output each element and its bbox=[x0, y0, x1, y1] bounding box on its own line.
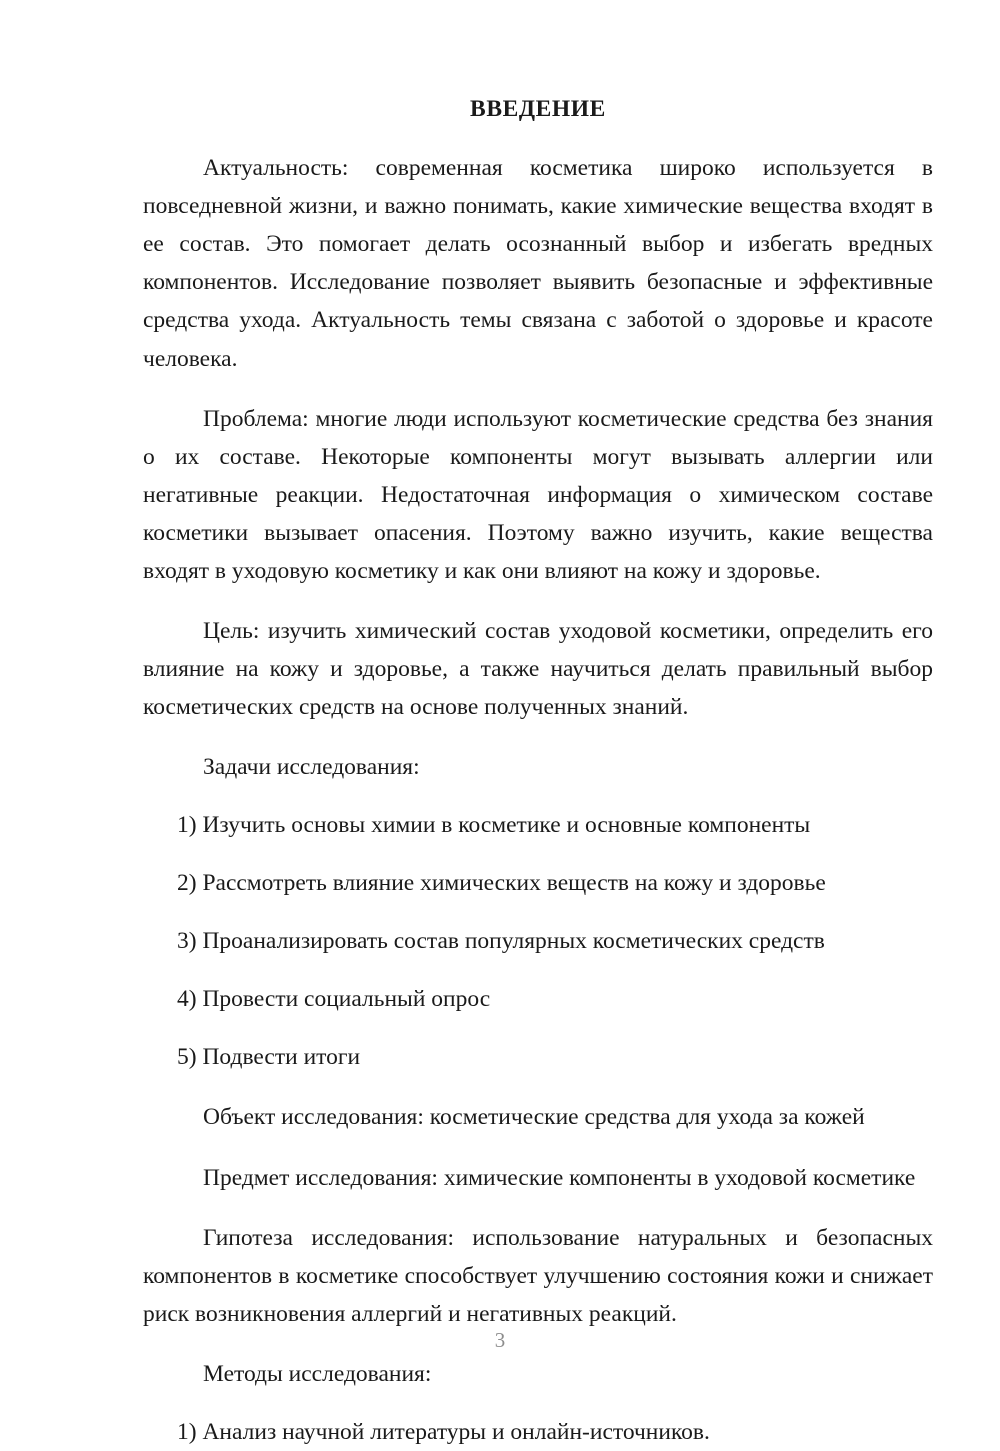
list-item: 1) Анализ научной литературы и онлайн-источников. bbox=[177, 1418, 710, 1445]
tasks-list bbox=[143, 786, 933, 1076]
paragraph-subject: Предмет исследования: химические компоненты в уходовой косметике bbox=[203, 1164, 916, 1191]
tasks-heading: Задачи исследования: bbox=[203, 754, 420, 781]
page-title: ВВЕДЕНИЕ bbox=[470, 96, 606, 122]
methods-heading: Методы исследования: bbox=[203, 1360, 432, 1387]
list-item: 2) Рассмотреть влияние химических веществ на кожу и здоровье bbox=[177, 870, 826, 897]
paragraph-relevance: Актуальность: современная косметика широко используется в повседневной жизни, и важно понимать, какие химические вещества входят в ее состав. Это помогает делать осознанный выбор и избегать вредных компонентов. Исследование позволяет выявить безопасные и эффективные средства ухода. Актуальность темы связана с заботой о здоровье и красоте человека. bbox=[143, 155, 933, 372]
list-item: 1) Изучить основы химии в косметике и основные компоненты bbox=[177, 812, 811, 839]
methods-list bbox=[143, 1393, 933, 1451]
paragraph-hypothesis: Гипотеза исследования: использование натуральных и безопасных компонентов в косметике способствует улучшению состояния кожи и снижает риск возникновения аллергий и негативных реакций. bbox=[143, 1224, 933, 1327]
list-item: 5) Подвести итоги bbox=[177, 1044, 361, 1071]
list-item: 3) Проанализировать состав популярных косметических средств bbox=[177, 928, 825, 955]
document-content bbox=[143, 0, 933, 1451]
paragraph-problem: Проблема: многие люди используют косметические средства без знания о их составе. Некоторые компоненты могут вызывать аллергии или негативные реакции. Недостаточная информация о химическом составе косметики вызывает опасения. Поэтому важно изучить, какие вещества входят в уходовую косметику и как они влияют на кожу и здоровье. bbox=[143, 405, 933, 584]
paragraph-object: Объект исследования: косметические средства для ухода за кожей bbox=[203, 1104, 865, 1131]
paragraph-goal: Цель: изучить химический состав уходовой косметики, определить его влияние на кожу и здоровье, а также научиться делать правильный выбор косметических средств на основе полученных знаний. bbox=[143, 617, 933, 720]
page-number: 3 bbox=[494, 1328, 506, 1352]
list-item: 4) Провести социальный опрос bbox=[177, 986, 491, 1013]
